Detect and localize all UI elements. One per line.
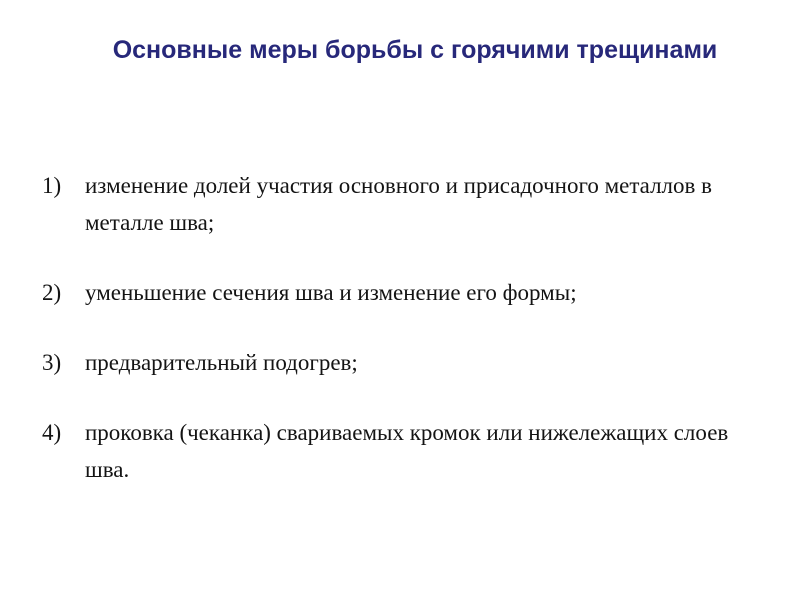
- slide-title: Основные меры борьбы с горячими трещинами: [112, 36, 718, 64]
- measures-list: [42, 167, 762, 521]
- list-item-text: предварительный подогрев;: [85, 350, 358, 375]
- list-item: [42, 274, 762, 311]
- list-item: [42, 167, 762, 241]
- list-item-number: 3): [42, 350, 62, 375]
- list-item-number: 4): [42, 420, 62, 445]
- list-item: [42, 344, 762, 381]
- list-item-text: проковка (чеканка) свариваемых кромок или нижележащих слоев шва.: [85, 420, 729, 482]
- list-item-text: изменение долей участия основного и присадочного металлов в металле шва;: [85, 173, 713, 235]
- list-item-text: уменьшение сечения шва и изменение его формы;: [85, 280, 577, 305]
- list-item-number: 2): [42, 280, 62, 305]
- list-item: [42, 414, 762, 488]
- list-item-number: 1): [42, 173, 62, 198]
